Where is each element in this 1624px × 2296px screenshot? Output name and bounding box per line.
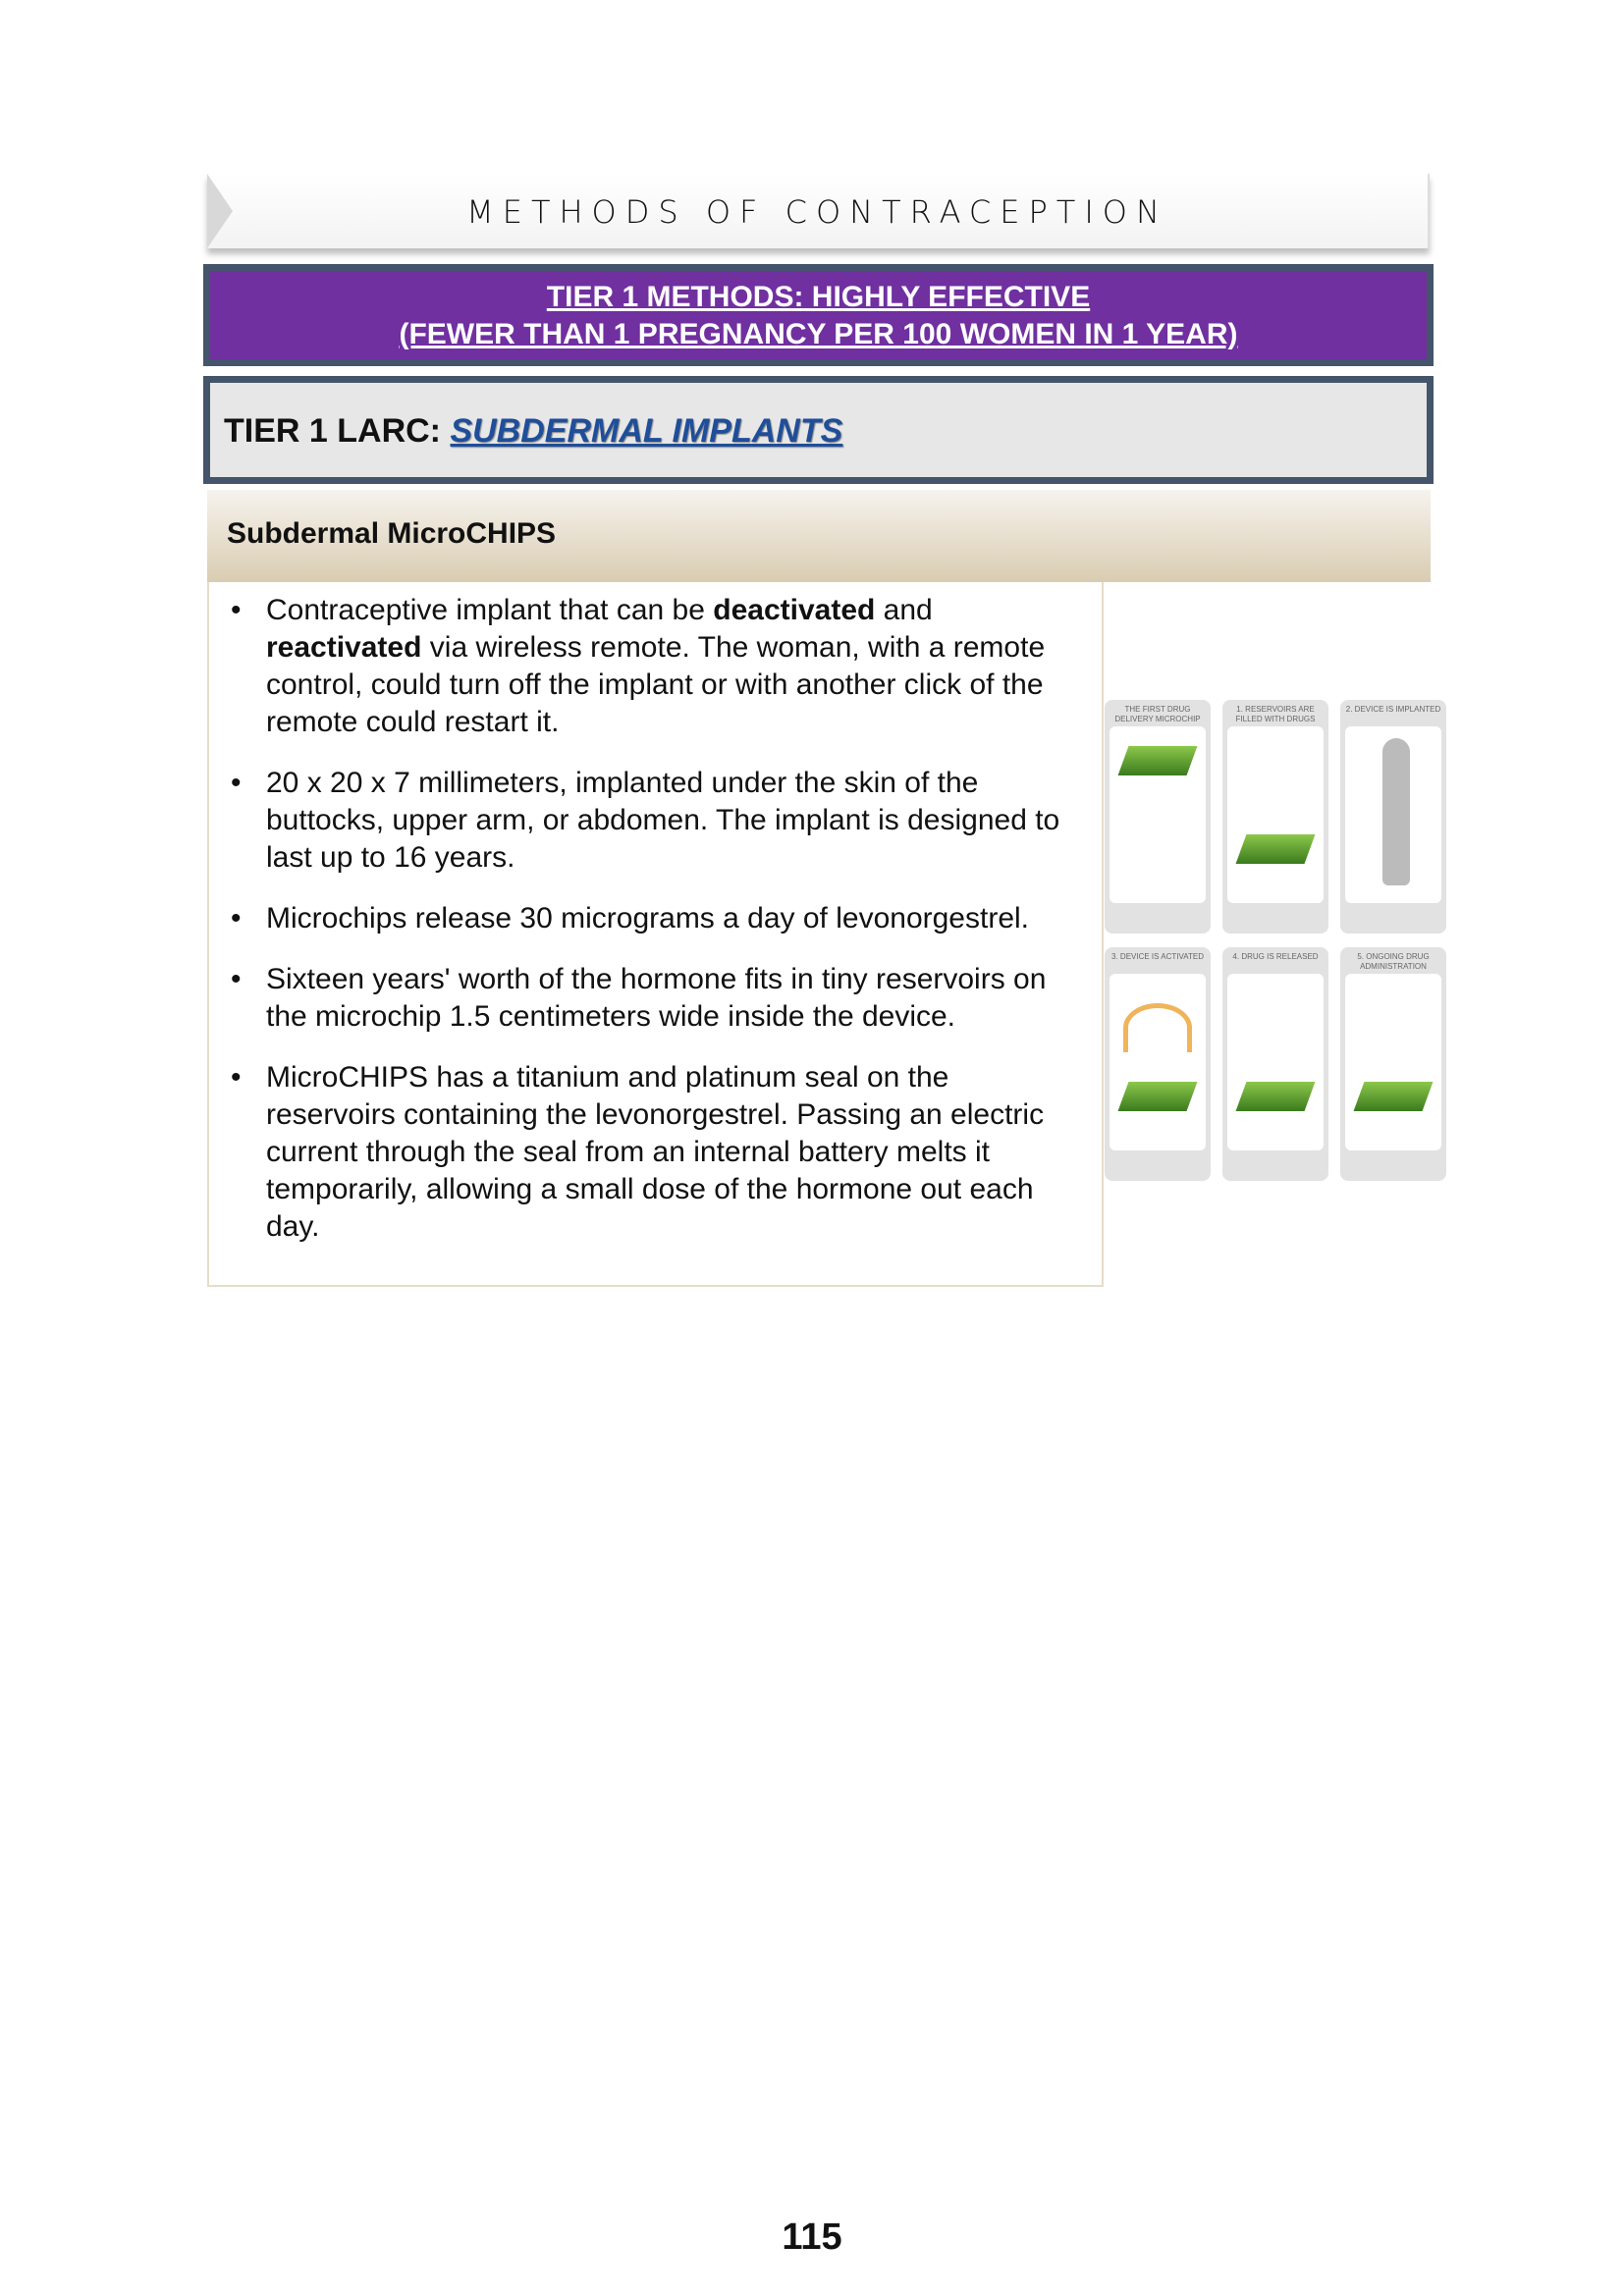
list-item: • MicroCHIPS has a titanium and platinum seal on the reservoirs containing the levonorgestrel. Passing an electric current through the seal from an internal battery melts it temporarily, allowing a small dose of the hormone out each day. (266, 1059, 1082, 1246)
bold-text: reactivated (266, 631, 422, 664)
figure-panel (1105, 947, 1211, 1181)
panel-title: 2. DEVICE IS IMPLANTED (1345, 705, 1441, 714)
figure-panel (1340, 700, 1446, 934)
section-title: Subdermal MicroCHIPS (207, 490, 1431, 582)
tier-heading (203, 264, 1434, 366)
microchip-figure (1105, 700, 1450, 1181)
larc-heading (203, 376, 1434, 484)
panel-title: THE FIRST DRUG DELIVERY MICROCHIP (1114, 705, 1201, 723)
wireless-signal-image (1110, 974, 1206, 1150)
panel-title: 4. DRUG IS RELEASED (1232, 952, 1319, 961)
microchip-on-finger-image (1110, 726, 1206, 903)
human-body-image (1345, 726, 1441, 903)
ongoing-administration-image (1345, 974, 1441, 1150)
tier-line-2: (FEWER THAN 1 PREGNANCY PER 100 WOMEN IN 1 YEAR) (399, 318, 1238, 350)
reservoirs-image (1227, 726, 1324, 903)
list-item: • 20 x 20 x 7 millimeters, implanted under the skin of the buttocks, upper arm, or abdomen. The implant is designed to last up to 16 years. (266, 765, 1082, 877)
bullet-list (207, 582, 1104, 1287)
figure-panel (1222, 700, 1328, 934)
subdermal-implants-link[interactable]: SUBDERMAL IMPLANTS (450, 412, 843, 450)
drug-released-image (1227, 974, 1324, 1150)
list-item (266, 592, 1082, 741)
list-item: • Sixteen years' worth of the hormone fits in tiny reservoirs on the microchip 1.5 centimeters wide inside the device. (266, 961, 1082, 1036)
panel-title: 5. ONGOING DRUG ADMINISTRATION (1357, 952, 1430, 971)
page-number: 115 (782, 2216, 842, 2258)
text: and (875, 594, 933, 626)
bold-text: deactivated (713, 594, 876, 626)
header-title: METHODS OF CONTRACEPTION (466, 193, 1168, 231)
figure-panel (1222, 947, 1328, 1181)
text: Contraceptive implant that can be (266, 594, 714, 626)
page-header-banner (207, 174, 1430, 248)
larc-prefix: TIER 1 LARC: (224, 412, 451, 450)
panel-title: 3. DEVICE IS ACTIVATED (1111, 952, 1204, 961)
panel-title: 1. RESERVOIRS ARE FILLED WITH DRUGS (1235, 705, 1316, 723)
list-item: • Microchips release 30 micrograms a day of levonorgestrel. (266, 900, 1082, 937)
figure-panel (1105, 700, 1211, 934)
text: via wireless remote. The woman, with a remote control, could turn off the implant or with another click of the remote could restart it. (266, 631, 1046, 738)
figure-panel (1340, 947, 1446, 1181)
tier-line-1: TIER 1 METHODS: HIGHLY EFFECTIVE (546, 281, 1091, 313)
